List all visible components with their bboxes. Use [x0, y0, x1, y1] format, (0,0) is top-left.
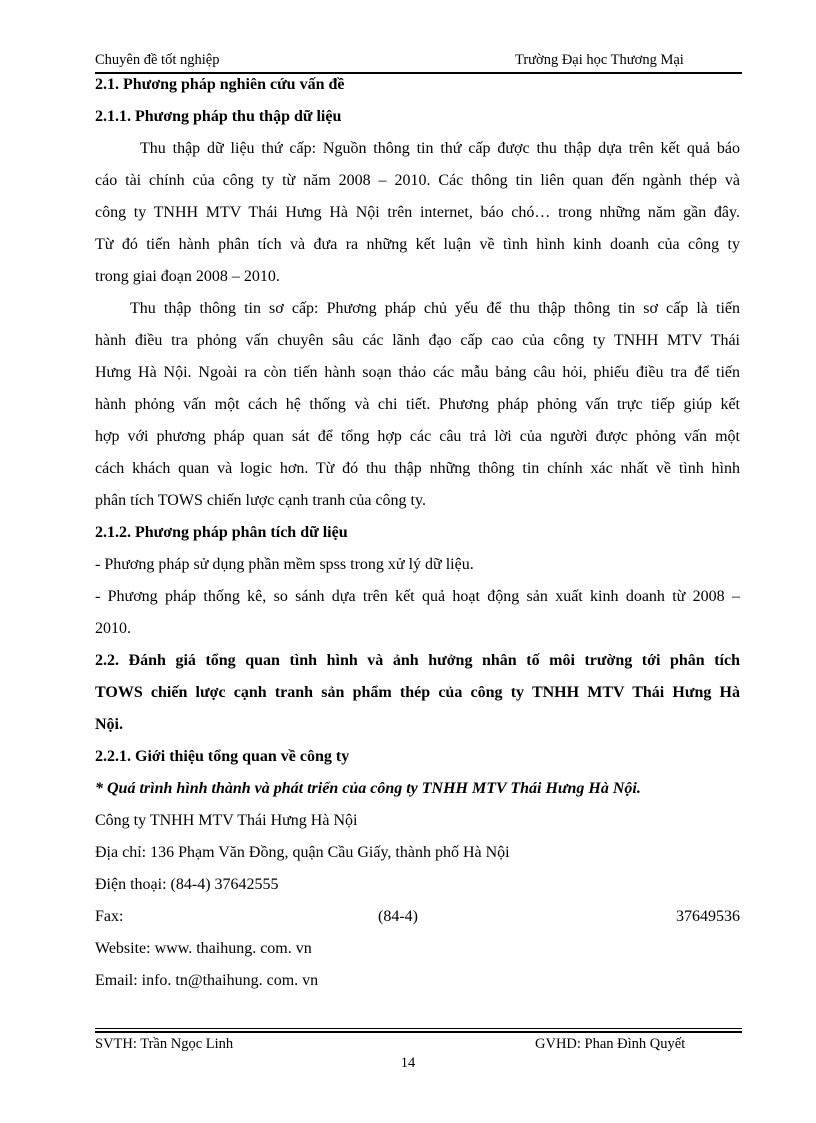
company-address: Địa chỉ: 136 Phạm Văn Đồng, quận Cầu Giấy, thành phố Hà Nội [95, 844, 510, 861]
paragraph-line: Thu thập dữ liệu thứ cấp: Nguồn thông tin thứ cấp được thu thập dựa trên kết quả báo [140, 140, 740, 157]
bullet-item: - Phương pháp sử dụng phần mềm spss trong xử lý dữ liệu. [95, 556, 474, 573]
footer-rule [95, 1031, 742, 1033]
header-right: Trường Đại học Thương Mại [515, 52, 684, 68]
footer-rule [95, 1028, 742, 1029]
fax-label: Fax: [95, 908, 124, 925]
paragraph-line: cách khách quan và logic hơn. Từ đó thu thập những thông tin chính xác nhất về tình hình [95, 460, 740, 477]
company-email: Email: info. tn@thaihung. com. vn [95, 972, 319, 989]
page-header [95, 52, 740, 72]
page-number: 14 [400, 1055, 416, 1071]
paragraph-line: phân tích TOWS chiến lược cạnh tranh của công ty. [95, 492, 426, 509]
heading-2-1: 2.1. Phương pháp nghiên cứu vấn đề [95, 76, 345, 93]
company-phone: Điện thoại: (84-4) 37642555 [95, 876, 279, 893]
company-name: Công ty TNHH MTV Thái Hưng Hà Nội [95, 812, 358, 829]
heading-2-2: Nội. [95, 716, 123, 733]
heading-2-2: TOWS chiến lược cạnh tranh sản phẩm thép của công ty TNHH MTV Thái Hưng Hà [95, 684, 740, 701]
header-left: Chuyên đề tốt nghiệp [95, 52, 220, 68]
paragraph-line: hợp với phương pháp quan sát để tổng hợp các câu trả lời của người được phỏng vấn một [95, 428, 740, 445]
paragraph-line: Hưng Hà Nội. Ngoài ra còn tiến hành soạn thảo các mẫu bảng câu hỏi, phiếu điều tra để tiến [95, 364, 740, 381]
heading-2-1-2: 2.1.2. Phương pháp phân tích dữ liệu [95, 524, 348, 541]
bullet-item-continuation: 2010. [95, 620, 131, 637]
company-website: Website: www. thaihung. com. vn [95, 940, 312, 957]
paragraph-line: Từ đó tiến hành phân tích và đưa ra những kết luận về tình hình kinh doanh của công ty [95, 236, 740, 253]
bullet-item: - Phương pháp thống kê, so sánh dựa trên kết quả hoạt động sản xuất kinh doanh từ 2008 – [95, 588, 740, 605]
subheading: * Quá trình hình thành và phát triển của công ty TNHH MTV Thái Hưng Hà Nội. [95, 780, 641, 797]
paragraph-line: cáo tài chính của công ty từ năm 2008 – 2010. Các thông tin liên quan đến ngành thép và [95, 172, 740, 189]
paragraph-line: trong giai đoạn 2008 – 2010. [95, 268, 280, 285]
footer-advisor: GVHD: Phan Đình Quyết [535, 1036, 686, 1052]
paragraph-line: hành điều tra phỏng vấn chuyên sâu các lãnh đạo cấp cao của công ty TNHH MTV Thái [95, 332, 740, 349]
heading-2-2-1: 2.2.1. Giới thiệu tổng quan về công ty [95, 748, 350, 765]
fax-number: 37649536 [676, 908, 740, 925]
company-fax [95, 907, 740, 927]
header-rule [95, 72, 742, 74]
paragraph-line: hành phỏng vấn một cách hệ thống và chi tiết. Phương pháp phỏng vấn trực tiếp giúp kết [95, 396, 740, 413]
paragraph-line: Thu thập thông tin sơ cấp: Phương pháp chủ yếu để thu thập thông tin sơ cấp là tiến [130, 300, 740, 317]
heading-2-2: 2.2. Đánh giá tổng quan tình hình và ảnh hưởng nhân tố môi trường tới phân tích [95, 652, 740, 669]
paragraph-line: công ty TNHH MTV Thái Hưng Hà Nội trên internet, báo chó… trong những năm gần đây. [95, 204, 740, 221]
footer-student: SVTH: Trần Ngọc Linh [95, 1036, 234, 1052]
fax-code: (84-4) [378, 908, 418, 925]
heading-2-1-1: 2.1.1. Phương pháp thu thập dữ liệu [95, 108, 342, 125]
